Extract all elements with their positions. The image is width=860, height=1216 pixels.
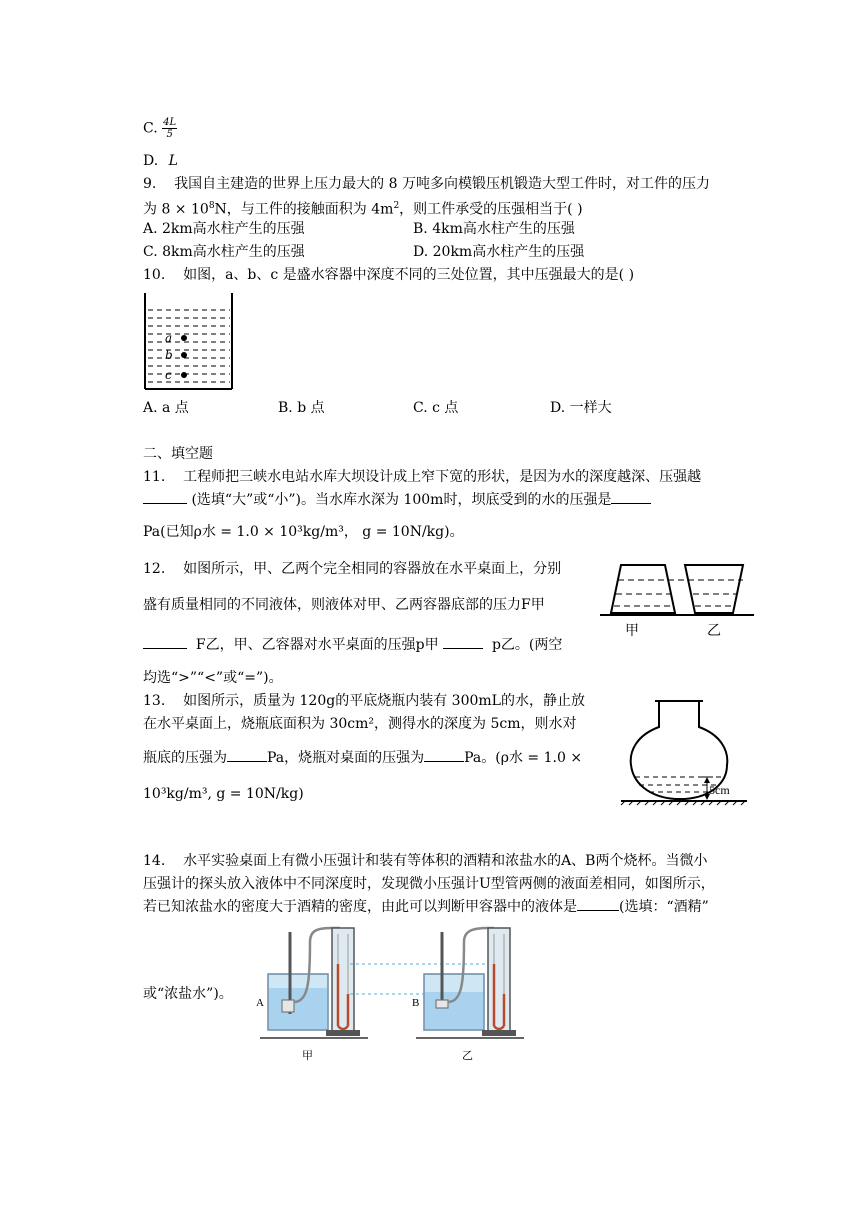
- question-text: 工程师把三峡水电站水库大坝设计成上窄下宽的形状，是因为水的深度越深、压强越: [183, 469, 702, 485]
- answer-blank[interactable]: [143, 648, 187, 649]
- q12-line2: 盛有质量相同的不同液体，则液体对甲、乙两容器底部的压力F甲: [143, 597, 545, 613]
- answer-blank[interactable]: [611, 503, 651, 504]
- q8-option-d: [143, 151, 178, 171]
- q13-line1: [143, 691, 585, 711]
- q11-line2: [143, 490, 651, 510]
- pressure-gauge-figure: [252, 922, 532, 1064]
- q14-line1: [143, 851, 707, 871]
- q11-line3: Pa(已知ρ水 = 1.0 × 10³kg/m³， g = 10N/kg)。: [143, 524, 464, 540]
- q13-line4: 10³kg/m³, g = 10N/kg): [143, 786, 304, 802]
- question-text: 我国自主建造的世界上压力最大的 8 万吨多向模锻压机锻造大型工件时，对工件的压力: [174, 176, 710, 192]
- question-text: 如图所示，甲、乙两个完全相同的容器放在水平桌面上，分别: [183, 561, 562, 577]
- q11-line1: [143, 467, 701, 487]
- q13-line2: 在水平桌面上，烧瓶底面积为 30cm²，测得水的深度为 5cm，则水对: [143, 716, 577, 732]
- question-text: F乙，甲、乙容器对水平桌面的压强p甲: [195, 637, 439, 653]
- question-text: (选填：“酒精”: [619, 899, 709, 915]
- label-yi: 乙: [462, 1049, 473, 1062]
- q9-stem-line2: [143, 196, 583, 220]
- question-number: 9.: [143, 176, 157, 192]
- label-yi: 乙: [707, 623, 721, 639]
- q12-line4: 均选“>”“<”或“=”)。: [143, 670, 283, 686]
- q9-option-b: B. 4km高水柱产生的压强: [413, 221, 575, 237]
- question-number: 11.: [143, 469, 166, 485]
- question-text: 瓶底的压强为: [143, 750, 227, 766]
- question-text: Pa，烧瓶对桌面的压强为: [267, 750, 425, 766]
- question-text: Pa。(ρ水 = 1.0 ×: [464, 750, 583, 766]
- water-container-figure: [143, 293, 235, 391]
- exponent: 8: [208, 201, 215, 211]
- fraction: [162, 117, 177, 140]
- question-text: 若已知浓盐水的密度大于酒精的密度，由此可以判断甲容器中的液体是: [143, 899, 577, 915]
- question-text: (选填“大”或“小”)。当水库水深为 100m时，坝底受到的水的压强是: [191, 492, 612, 508]
- question-text: 如图，a、b、c 是盛水容器中深度不同的三处位置，其中压强最大的是( ): [183, 267, 635, 283]
- q10-option-c: C. c 点: [413, 400, 459, 416]
- label-jia: 甲: [625, 623, 639, 639]
- q10-option-d: D. 一样大: [550, 400, 612, 416]
- q12-line3: [143, 635, 562, 655]
- option-label: D.: [143, 153, 159, 169]
- label-jia: 甲: [302, 1049, 313, 1062]
- label-A: A: [256, 997, 264, 1009]
- q13-line3: [143, 748, 582, 768]
- fraction-numerator: 4L: [163, 117, 177, 128]
- question-number: 14.: [143, 853, 166, 869]
- q9-option-a: A. 2km高水柱产生的压强: [143, 221, 305, 237]
- setup-jia: [256, 928, 368, 1062]
- q9-stem-line1: [143, 174, 710, 194]
- text: ，则工件承受的压强相当于( ): [399, 201, 583, 218]
- question-text: p乙。(两空: [491, 637, 563, 653]
- fraction-denominator: 5: [166, 129, 173, 140]
- point-c-label: c: [165, 368, 172, 382]
- depth-label: 5cm: [709, 783, 730, 797]
- answer-blank[interactable]: [443, 648, 483, 649]
- section-title: 二、填空题: [143, 446, 213, 462]
- q10-option-b: B. b 点: [278, 400, 325, 416]
- exponent: 2: [393, 201, 400, 211]
- two-containers-figure: [597, 560, 757, 642]
- point-b-dot: [181, 352, 187, 358]
- q9-option-d: D. 20km高水柱产生的压强: [413, 244, 585, 260]
- q8-option-c: [143, 117, 177, 140]
- point-b-label: b: [165, 348, 173, 362]
- label-B: B: [412, 997, 420, 1009]
- question-text: 水平实验桌面上有微小压强计和装有等体积的酒精和浓盐水的A、B两个烧杯。当微小: [183, 853, 708, 869]
- q14-line2: 压强计的探头放入液体中不同深度时，发现微小压强计U型管两侧的液面差相同，如图所示，: [143, 876, 715, 892]
- option-label: C.: [143, 120, 158, 137]
- point-c-dot: [181, 372, 187, 378]
- question-number: 10.: [143, 267, 166, 283]
- q10-option-a: A. a 点: [143, 400, 189, 416]
- q14-line3: [143, 897, 709, 917]
- option-value: L: [168, 153, 178, 169]
- text: 为 8 × 10: [143, 201, 209, 218]
- text: N，与工件的接触面积为 4m: [214, 201, 394, 218]
- answer-blank[interactable]: [143, 503, 187, 504]
- question-text: 如图所示，质量为 120g的平底烧瓶内装有 300mL的水，静止放: [183, 693, 585, 709]
- q9-option-c: C. 8km高水柱产生的压强: [143, 244, 305, 260]
- setup-yi: [412, 928, 524, 1062]
- point-a-label: a: [165, 331, 173, 345]
- question-number: 12.: [143, 561, 166, 577]
- q14-line4: 或“浓盐水”)。: [143, 986, 233, 1002]
- answer-blank[interactable]: [424, 761, 464, 762]
- answer-blank[interactable]: [577, 910, 619, 911]
- q10-stem: [143, 265, 634, 285]
- q12-line1: [143, 559, 561, 579]
- point-a-dot: [181, 335, 187, 341]
- answer-blank[interactable]: [227, 761, 267, 762]
- flask-figure: [619, 699, 751, 807]
- question-number: 13.: [143, 693, 166, 709]
